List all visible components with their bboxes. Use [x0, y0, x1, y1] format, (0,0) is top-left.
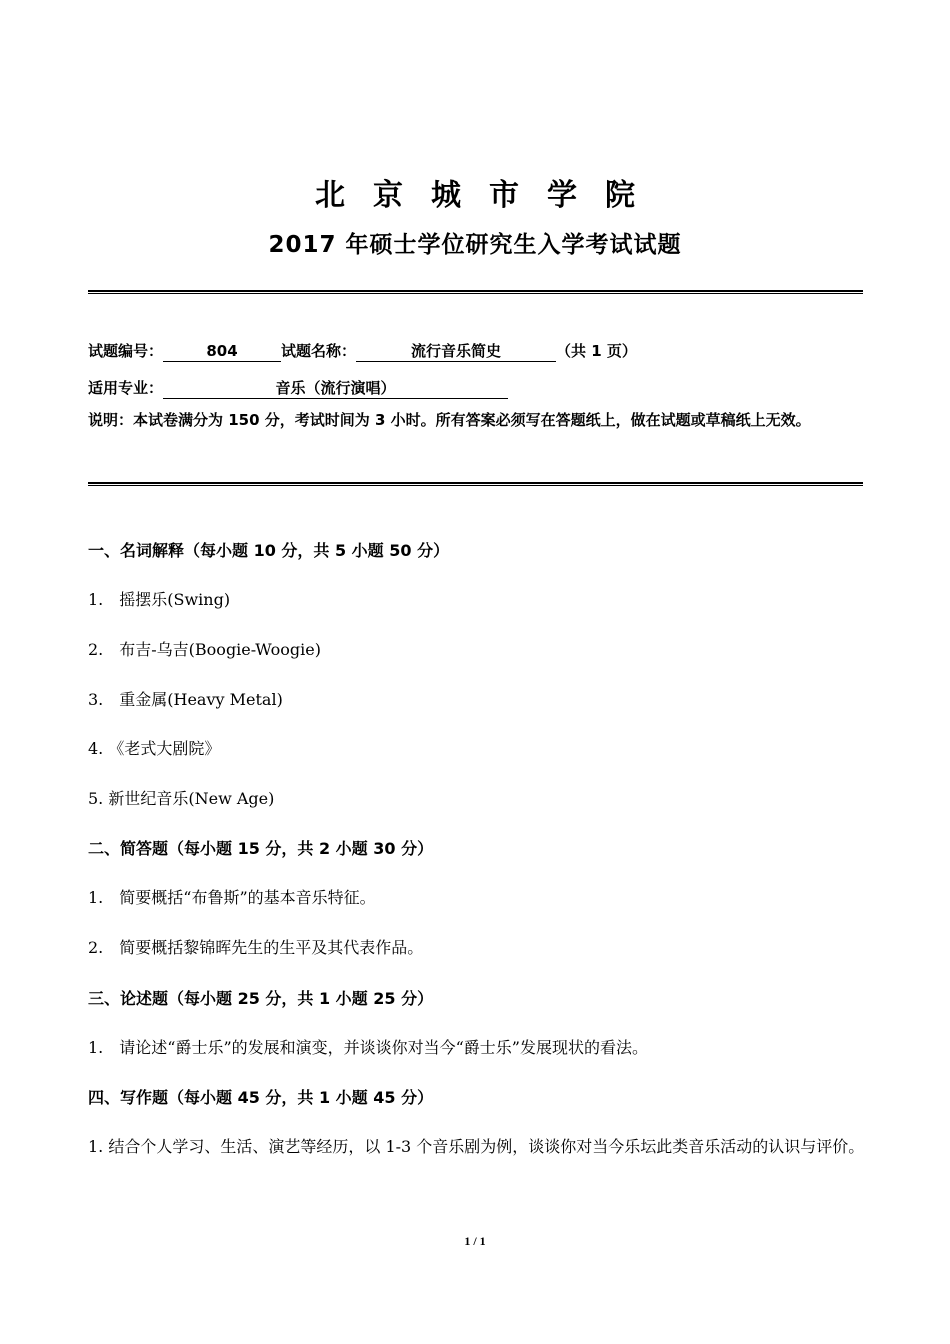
code-value: 804 [163, 342, 281, 362]
exam-instructions: 说明：本试卷满分为 150 分，考试时间为 3 小时。所有答案必须写在答题纸上，做在试题或草稿纸上无效。 [88, 411, 811, 429]
section-heading: 二、简答题（每小题 15 分，共 2 小题 30 分） [88, 839, 434, 858]
question-item: 1. 摇摆乐(Swing) [88, 590, 231, 609]
question-item: 5. 新世纪音乐(New Age) [88, 789, 275, 808]
section-heading: 一、名词解释（每小题 10 分，共 5 小题 50 分） [88, 541, 450, 560]
question-item: 4. 《老式大剧院》 [88, 739, 221, 758]
question-item: 2. 简要概括黎锦晖先生的生平及其代表作品。 [88, 938, 424, 957]
page-count: （共 1 页） [556, 342, 637, 360]
code-label: 试题编号： [88, 342, 164, 360]
university-name: 北京城市学院 [315, 178, 663, 213]
name-value: 流行音乐简史 [356, 342, 556, 362]
page-number: 1 / 1 [464, 1234, 486, 1248]
question-item: 1. 简要概括“布鲁斯”的基本音乐特征。 [88, 888, 376, 907]
section-heading: 三、论述题（每小题 25 分，共 1 小题 25 分） [88, 989, 434, 1008]
exam-title: 2017 年硕士学位研究生入学考试试题 [268, 232, 682, 258]
section-heading: 四、写作题（每小题 45 分，共 1 小题 45 分） [88, 1088, 434, 1107]
top-divider [88, 290, 863, 294]
major-label: 适用专业： [88, 379, 164, 397]
major-value: 音乐（流行演唱） [163, 379, 508, 399]
question-item: 1. 请论述“爵士乐”的发展和演变，并谈谈你对当今“爵士乐”发展现状的看法。 [88, 1038, 648, 1057]
question-item: 1. 结合个人学习、生活、演艺等经历，以 1-3 个音乐剧为例，谈谈你对当今乐坛此类音乐活动的认识与评价。 [88, 1137, 865, 1156]
exam-info-row [88, 340, 868, 362]
question-item: 3. 重金属(Heavy Metal) [88, 690, 283, 709]
name-label: 试题名称： [281, 342, 357, 360]
question-item: 2. 布吉-乌吉(Boogie-Woogie) [88, 640, 321, 659]
bottom-divider [88, 482, 863, 486]
major-row [88, 377, 868, 399]
